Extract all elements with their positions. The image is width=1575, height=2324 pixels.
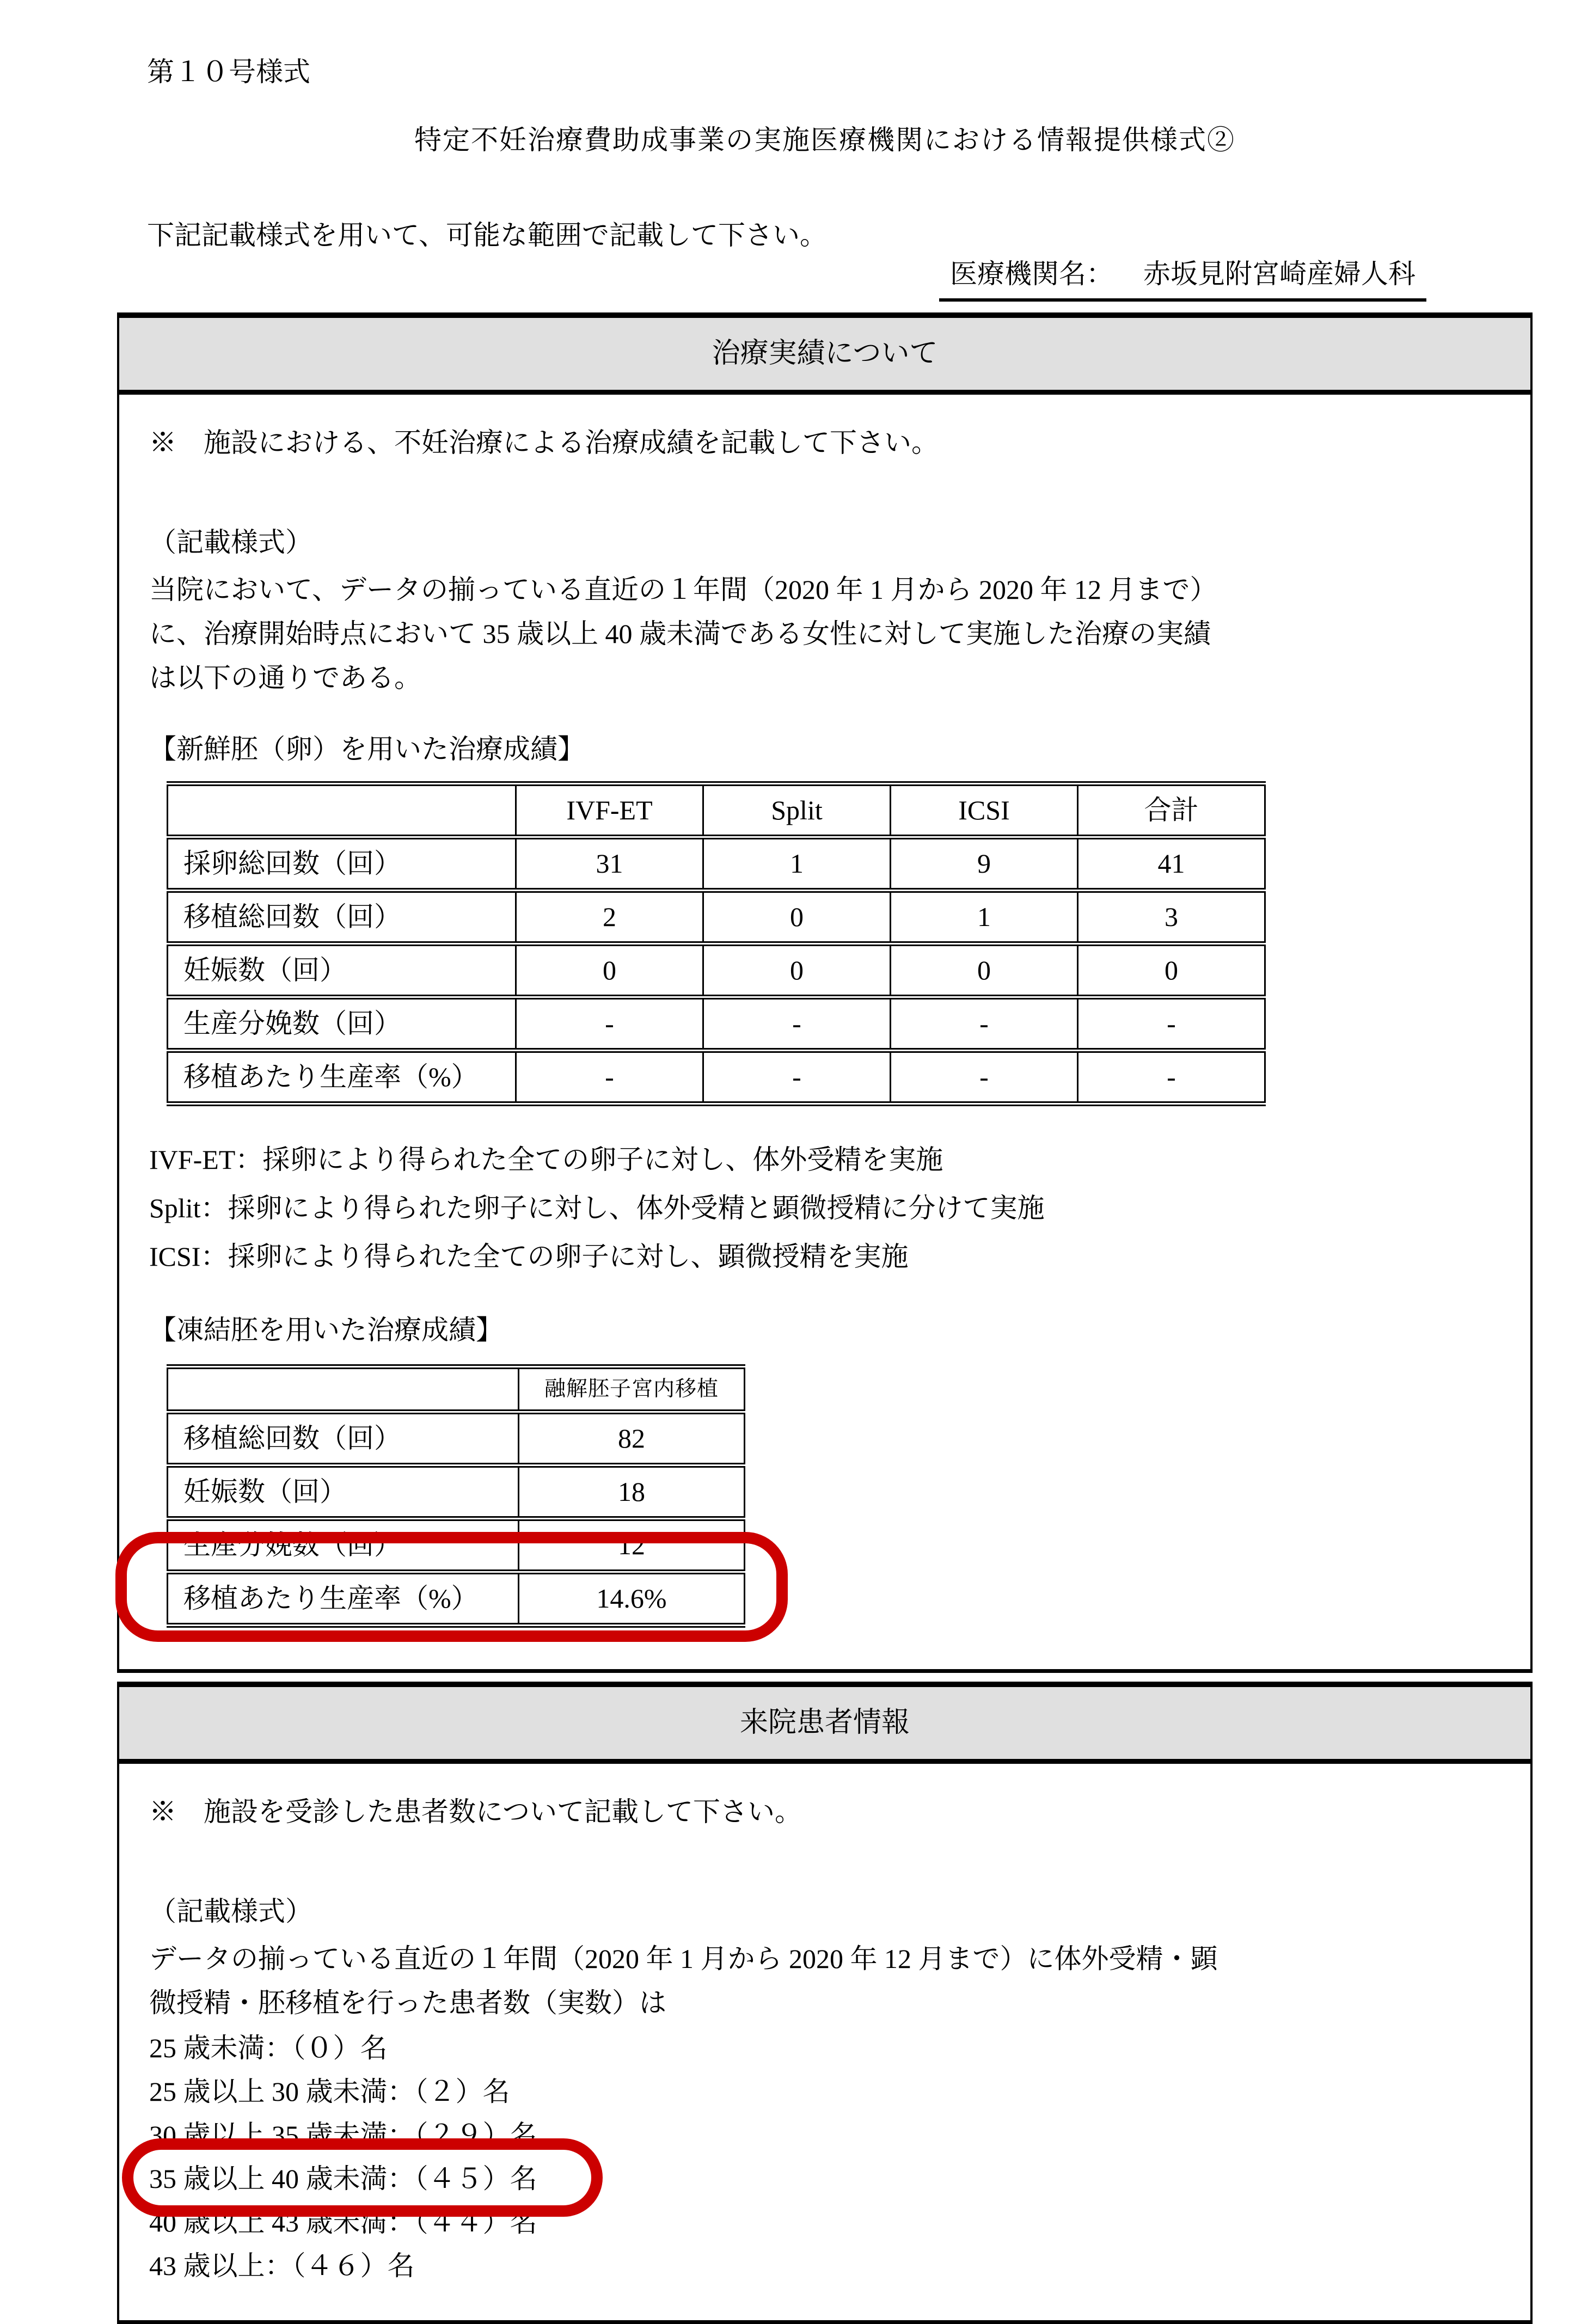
method-definition-line: ICSI：採卵により得られた全ての卵子に対し、顕微授精を実施 xyxy=(149,1241,909,1272)
table-row xyxy=(168,997,1265,1050)
method-definition-line: IVF-ET：採卵により得られた全ての卵子に対し、体外受精を実施 xyxy=(149,1144,943,1175)
age-group-highlighted: 35 歳以上 40 歳未満：（４５）名 xyxy=(149,2157,537,2200)
table-row xyxy=(168,943,1265,997)
fresh-table-value-cell: 0 xyxy=(1078,943,1265,997)
fresh-table-value-cell: - xyxy=(516,997,703,1050)
table-row xyxy=(168,890,1265,943)
form-number: 第１０号様式 xyxy=(147,57,310,87)
frozen-table-row-label: 生産分娩数（回） xyxy=(168,1519,519,1572)
treatment-format-label: （記載様式） xyxy=(149,526,312,557)
treatment-note: ※ 施設における、不妊治療による治療成績を記載して下さい。 xyxy=(149,427,939,458)
paragraph-line: に、治療開始時点において 35 歳以上 40 歳未満である女性に対して実施した治療の実績 xyxy=(149,618,1211,649)
age-group-line: 30 歳以上 35 歳未満：（２９）名 xyxy=(149,2119,537,2150)
paragraph-line: 当院において、データの揃っている直近の１年間（2020 年 1 月から 2020 年 12 月まで） xyxy=(149,574,1217,605)
institution-row xyxy=(117,256,1533,302)
patient-section-body xyxy=(119,1764,1530,2320)
age-group-line: 25 歳以上 30 歳未満：（２）名 xyxy=(149,2076,510,2107)
fresh-table-value-cell: 41 xyxy=(1078,837,1265,890)
fresh-table-value-cell: 31 xyxy=(516,837,703,890)
fresh-table-value-cell: 3 xyxy=(1078,890,1265,943)
frozen-table-row-label: 移植総回数（回） xyxy=(168,1412,519,1465)
frozen-table-value-cell: 82 xyxy=(519,1412,745,1465)
fresh-table-value-cell: 1 xyxy=(891,890,1078,943)
fresh-table-header-row xyxy=(168,783,1265,837)
table-row-highlighted xyxy=(168,1572,745,1626)
fresh-table-value-cell: 2 xyxy=(516,890,703,943)
paragraph-line: データの揃っている直近の１年間（2020 年 1 月から 2020 年 12 月まで）に体外受精・顕 xyxy=(149,1943,1218,1974)
fresh-table-value-cell: - xyxy=(1078,997,1265,1050)
fresh-table-value-cell: - xyxy=(516,1050,703,1103)
fresh-table-value-cell: 9 xyxy=(891,837,1078,890)
table-row xyxy=(168,1519,745,1572)
fresh-table-row-label: 採卵総回数（回） xyxy=(168,837,516,890)
age-group-line: 25 歳未満：（０）名 xyxy=(149,2032,388,2063)
method-definition-line: Split：採卵により得られた卵子に対し、体外受精と顕微授精に分けて実施 xyxy=(149,1192,1045,1223)
fresh-table-value-cell: 0 xyxy=(891,943,1078,997)
fresh-table-value-cell: 0 xyxy=(703,890,891,943)
fresh-embryo-table xyxy=(167,781,1266,1106)
institution-name: 赤坂見附宮崎産婦人科 xyxy=(1143,259,1415,289)
fresh-table-value-cell: 1 xyxy=(703,837,891,890)
fresh-table-title: 【新鮮胚（卵）を用いた治療成績】 xyxy=(149,733,585,764)
fresh-table-column-header: IVF-ET xyxy=(516,783,703,837)
treatment-section-body xyxy=(119,395,1530,1670)
age-group-line: 43 歳以上：（４６）名 xyxy=(149,2250,415,2281)
frozen-table-value-cell: 18 xyxy=(519,1465,745,1519)
patient-paragraph xyxy=(149,1937,1500,2025)
method-definitions xyxy=(149,1136,1500,1281)
paragraph-line: 微授精・胚移植を行った患者数（実数）は xyxy=(149,1987,666,2018)
paragraph-line: は以下の通りである。 xyxy=(149,662,421,693)
fresh-table-column-header: ICSI xyxy=(891,783,1078,837)
table-row xyxy=(168,1050,1265,1103)
age-group-list xyxy=(149,2026,1500,2288)
patient-note: ※ 施設を受診した患者数について記載して下さい。 xyxy=(149,1796,802,1827)
frozen-table-corner-cell xyxy=(168,1366,519,1412)
age-group-line xyxy=(149,2157,1500,2200)
age-group-line: 40 歳以上 43 歳未満：（４４）名 xyxy=(149,2206,537,2237)
fresh-table-column-header: 合計 xyxy=(1078,783,1265,837)
frozen-table-title: 【凍結胚を用いた治療成績】 xyxy=(149,1314,503,1345)
patient-format-label: （記載様式） xyxy=(149,1896,312,1927)
table-row xyxy=(168,837,1265,890)
frozen-embryo-table xyxy=(167,1364,745,1628)
frozen-table-header-row xyxy=(168,1366,745,1412)
frozen-table-value-cell: 14.6% xyxy=(519,1572,745,1626)
fresh-table-value-cell: - xyxy=(891,997,1078,1050)
fresh-table-row-label: 移植総回数（回） xyxy=(168,890,516,943)
frozen-table-value-cell: 12 xyxy=(519,1519,745,1572)
frozen-table-row-label: 妊娠数（回） xyxy=(168,1465,519,1519)
frozen-table-wrap xyxy=(149,1364,745,1628)
document-title: 特定不妊治療費助成事業の実施医療機関における情報提供様式② xyxy=(414,125,1235,155)
table-row xyxy=(168,1465,745,1519)
fresh-table-value-cell: - xyxy=(703,997,891,1050)
fresh-table-row-label: 妊娠数（回） xyxy=(168,943,516,997)
fresh-table-value-cell: 0 xyxy=(516,943,703,997)
fresh-table-value-cell: - xyxy=(891,1050,1078,1103)
institution-line xyxy=(939,256,1426,302)
fresh-table-value-cell: 0 xyxy=(703,943,891,997)
patient-section-header: 来院患者情報 xyxy=(119,1687,1530,1764)
fresh-table-column-header: Split xyxy=(703,783,891,837)
frozen-table-row-label: 移植あたり生産率（%） xyxy=(168,1572,519,1626)
fresh-table-value-cell: - xyxy=(703,1050,891,1103)
fresh-table-value-cell: - xyxy=(1078,1050,1265,1103)
fresh-table-row-label: 生産分娩数（回） xyxy=(168,997,516,1050)
institution-label: 医療機関名： xyxy=(950,259,1113,289)
table-row xyxy=(168,1412,745,1465)
fresh-table-row-label: 移植あたり生産率（%） xyxy=(168,1050,516,1103)
treatment-paragraph xyxy=(149,568,1500,700)
frozen-table-column-header: 融解胚子宮内移植 xyxy=(519,1366,745,1412)
treatment-section-header: 治療実績について xyxy=(119,318,1530,395)
treatment-results-section xyxy=(117,312,1533,1673)
instruction-text: 下記記載様式を用いて、可能な範囲で記載して下さい。 xyxy=(147,220,827,250)
fresh-table-corner-cell xyxy=(168,783,516,837)
patient-info-section xyxy=(117,1682,1533,2324)
